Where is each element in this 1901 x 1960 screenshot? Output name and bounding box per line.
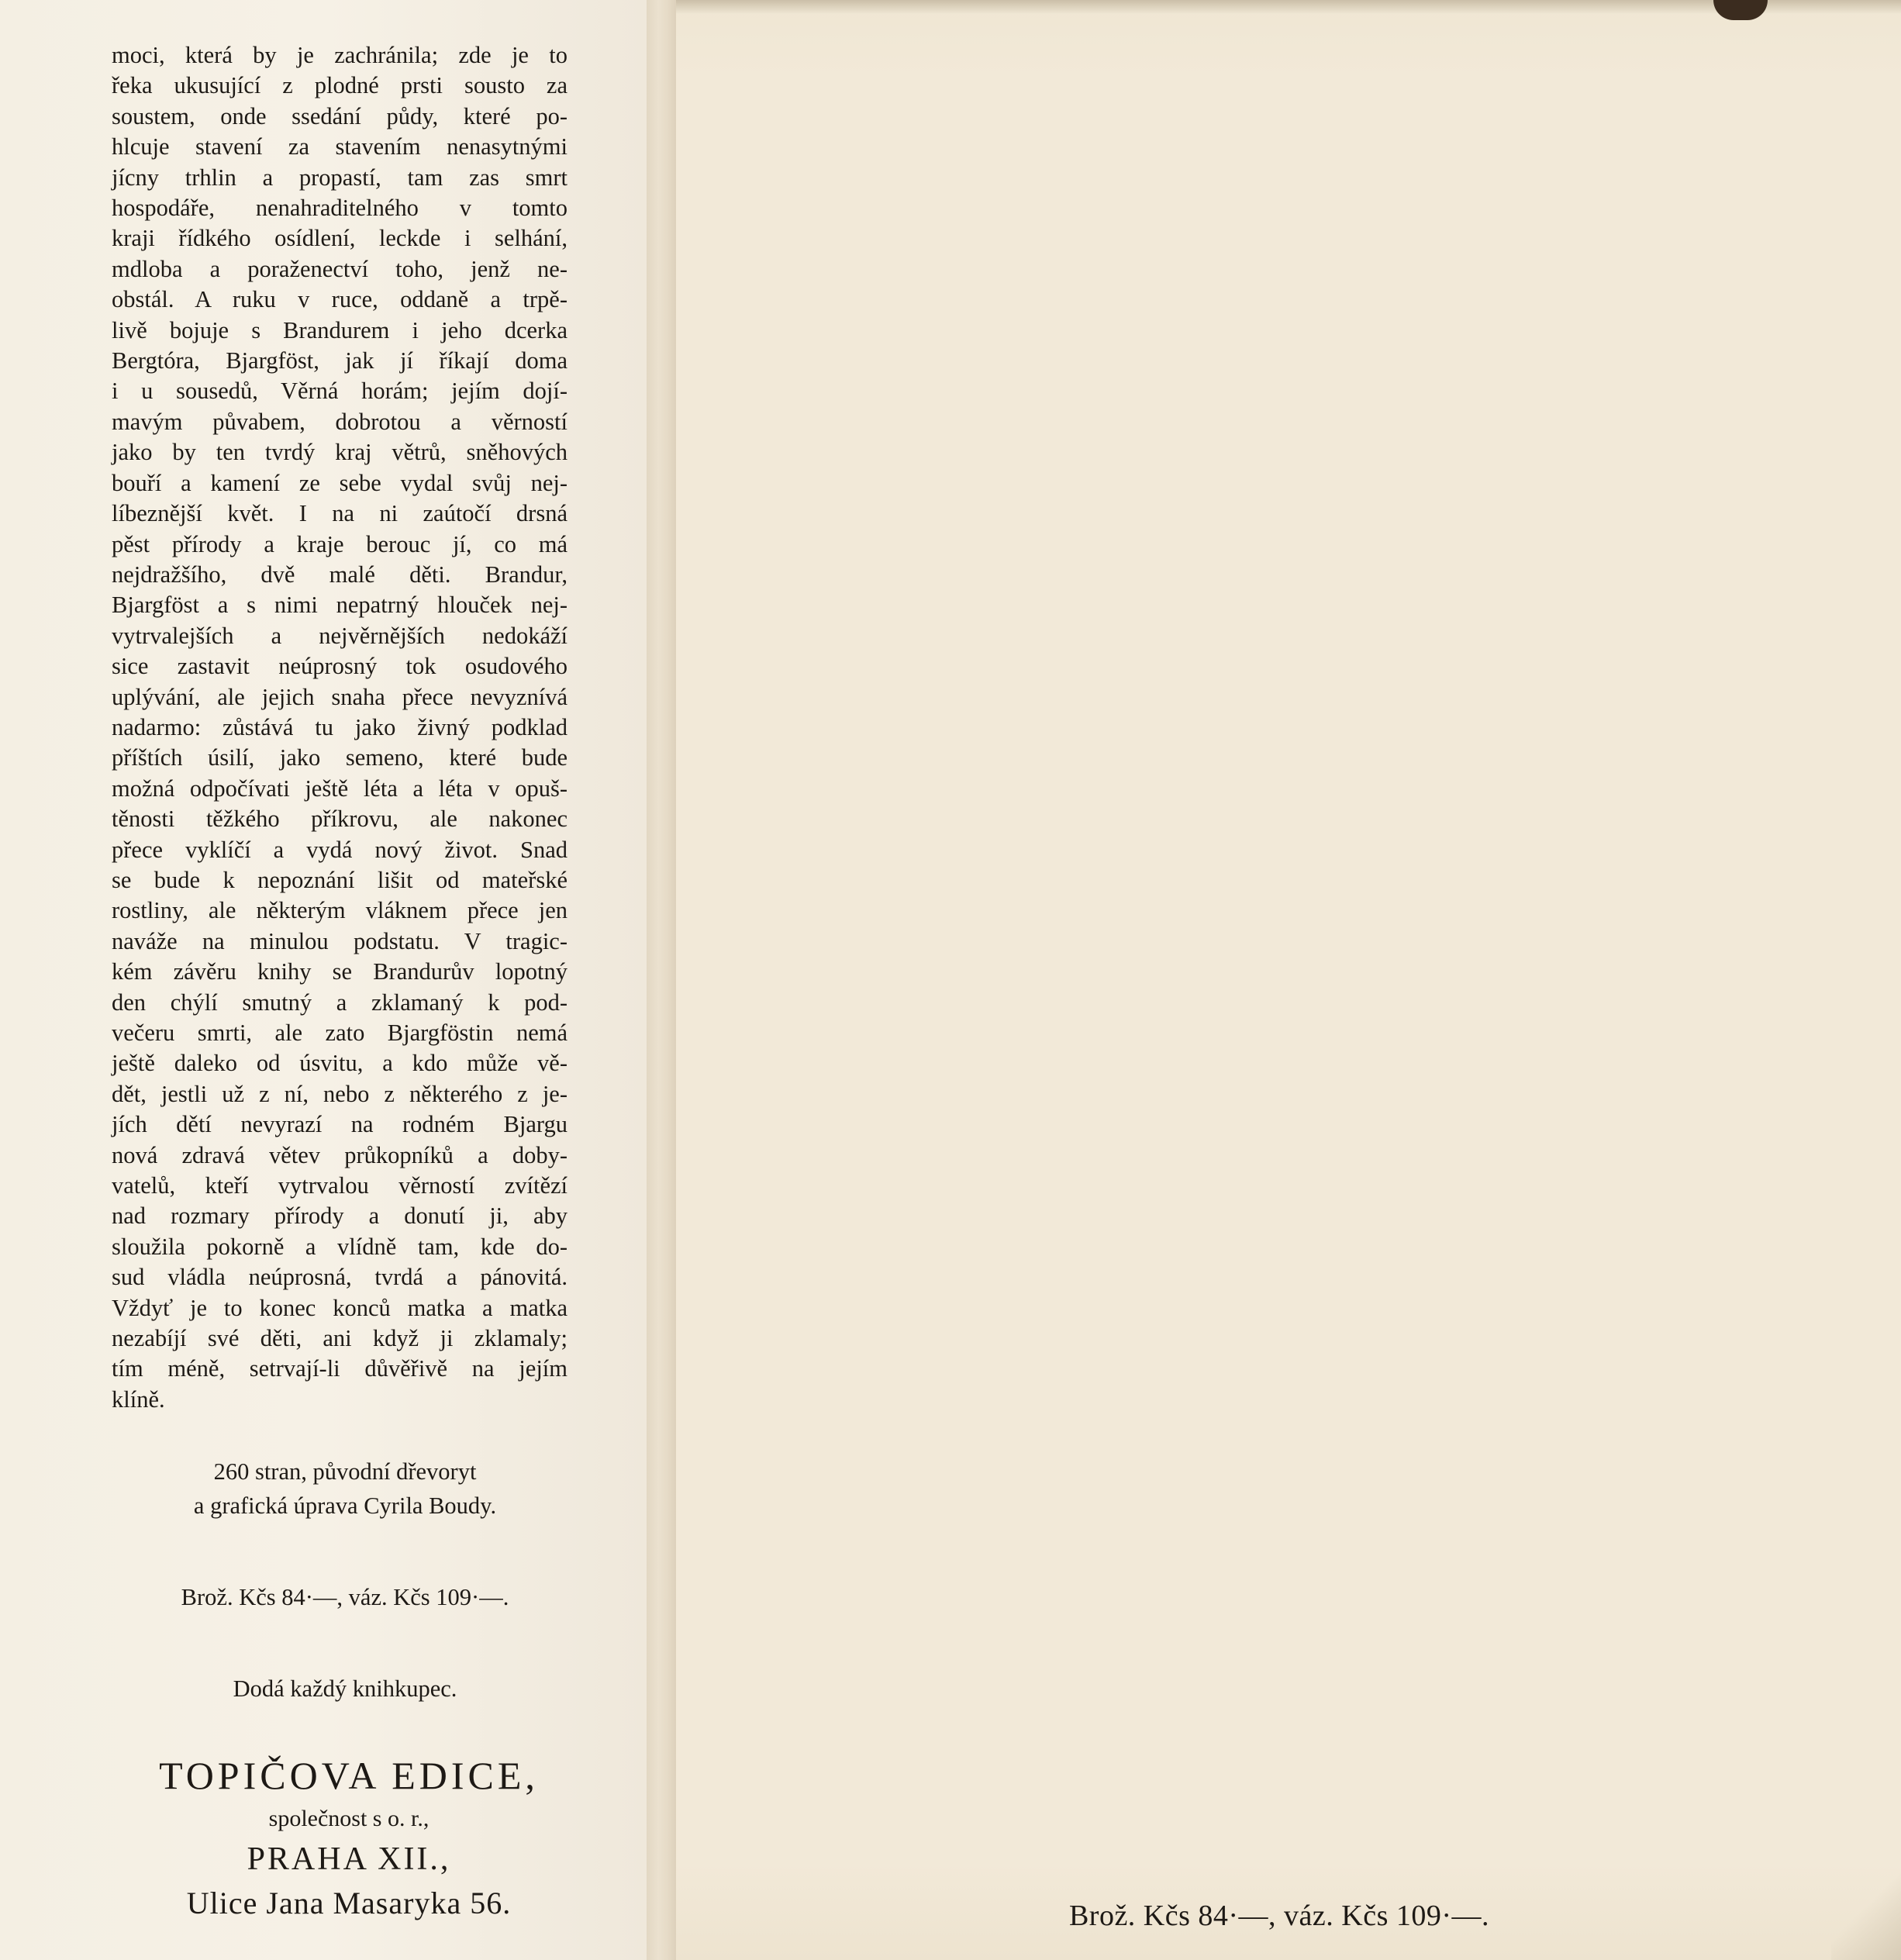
blurb-line: možná odpočívati ještě léta a léta v opuš-: [112, 775, 568, 802]
blurb-line: hospodáře, nenahraditelného v tomto: [112, 195, 568, 222]
blurb-line: pěst přírody a kraje berouc jí, co má: [112, 530, 568, 557]
blurb-line: Bjargföst a s nimi nepatrný hlouček nej-: [112, 592, 568, 619]
publisher-city: PRAHA XII.,: [247, 1841, 451, 1877]
blurb-line: líbeznější květ. I na ni zaútočí drsná: [112, 500, 568, 527]
blurb-line: sud vládla neúprosná, tvrdá a pánovitá.: [112, 1264, 568, 1291]
blurb-line: dět, jestli už z ní, nebo z některého z je-: [112, 1080, 568, 1107]
blurb-line: sice zastavit neúprosný tok osudového: [112, 653, 568, 680]
blurb-line: bouří a kamení ze sebe vydal svůj nej-: [112, 469, 568, 496]
blurb-line: přece vyklíčí a vydá nový život. Snad: [112, 836, 568, 863]
blurb-line: hlcuje stavení za stavením nenasytnými: [112, 133, 568, 160]
blurb-line: těnosti těžkého příkrovu, ale nakonec: [112, 806, 568, 833]
jacket-back-panel: [676, 0, 1901, 1960]
blurb-line: sloužila pokorně a vlídně tam, kde do-: [112, 1233, 568, 1260]
blurb-line: vatelů, kteří vytrvalou věrností zvítězí: [112, 1172, 568, 1199]
publisher-street: Ulice Jana Masaryka 56.: [186, 1886, 512, 1920]
blurb-line: obstál. A ruku v ruce, oddaně a trpě-: [112, 286, 568, 313]
jacket-fold: [647, 0, 676, 1960]
blurb-line: mavým půvabem, dobrotou a věrností: [112, 408, 568, 435]
blurb-line: se bude k nepoznání lišit od mateřské: [112, 866, 568, 893]
blurb-line: jícny trhlin a propastí, tam zas smrt: [112, 164, 568, 191]
blurb-line: klíně.: [112, 1385, 165, 1413]
meta-design-line: a grafická úprava Cyrila Boudy.: [193, 1492, 497, 1519]
blurb-line: soustem, onde ssedání půdy, které po-: [112, 102, 568, 129]
blurb-line: nejdražšího, dvě malé děti. Brandur,: [112, 561, 568, 588]
meta-pages-line: 260 stran, původní dřevoryt: [213, 1458, 477, 1485]
blurb-line: kraji řídkého osídlení, leckde i selhání,: [112, 225, 568, 252]
blurb-line: uplývání, ale jejich snaha přece nevyznívá: [112, 683, 568, 710]
blurb-line: večeru smrti, ale zato Bjargföstin nemá: [112, 1020, 568, 1046]
blurb-line: mdloba a poraženectví toho, jenž ne-: [112, 255, 568, 282]
blurb-line: Vždyť je to konec konců matka a matka: [112, 1294, 568, 1321]
book-meta: [124, 1454, 566, 1523]
blurb-line: jako by ten tvrdý kraj větrů, sněhových: [112, 439, 568, 466]
blurb-line: i u sousedů, Věrná horám; jejím dojí-: [112, 378, 568, 405]
blurb-line: ještě daleko od úsvitu, a kdo může vě-: [112, 1050, 568, 1077]
publisher-name: TOPIČOVA EDICE,: [159, 1754, 539, 1797]
price-back-cover: Brož. Kčs 84·—, váz. Kčs 109·—.: [1068, 1900, 1490, 1932]
corner-wear: [1831, 1851, 1901, 1960]
availability-note: Dodá každý knihkupec.: [233, 1675, 457, 1702]
blurb-line: nadarmo: zůstává tu jako živný podklad: [112, 713, 568, 740]
blurb-text: [112, 40, 568, 1415]
price-flap: Brož. Kčs 84·—, váz. Kčs 109·—.: [181, 1584, 509, 1610]
blurb-line: řeka ukusující z plodné prsti sousto za: [112, 72, 568, 99]
blurb-line: vytrvalejších a nejvěrnějších nedokáží: [112, 622, 568, 649]
publisher-imprint: [93, 1751, 605, 1926]
blurb-line: Bergtóra, Bjargföst, jak jí říkají doma: [112, 347, 568, 374]
blurb-line: den chýlí smutný a zklamaný k pod-: [112, 989, 568, 1016]
blurb-line: moci, která by je zachránila; zde je to: [112, 42, 568, 68]
blurb-line: příštích úsilí, jako semeno, které bude: [112, 744, 568, 771]
blurb-line: jích dětí nevyrazí na rodném Bjargu: [112, 1111, 568, 1138]
blurb-line: livě bojuje s Brandurem i jeho dcerka: [112, 316, 568, 343]
blurb-line: tím méně, setrvají-li důvěřivě na jejím: [112, 1355, 568, 1382]
blurb-line: nezabíjí své děti, ani když ji zklamaly;: [112, 1325, 568, 1352]
publisher-company: společnost s o. r.,: [268, 1806, 430, 1831]
blurb-line: kém závěru knihy se Brandurův lopotný: [112, 958, 568, 985]
blurb-line: nová zdravá větev průkopníků a doby-: [112, 1141, 568, 1168]
blurb-line: rostliny, ale některým vláknem přece jen: [112, 897, 568, 924]
blurb-line: nad rozmary přírody a donutí ji, aby: [112, 1203, 568, 1230]
blurb-line: naváže na minulou podstatu. V tragic-: [112, 927, 568, 954]
